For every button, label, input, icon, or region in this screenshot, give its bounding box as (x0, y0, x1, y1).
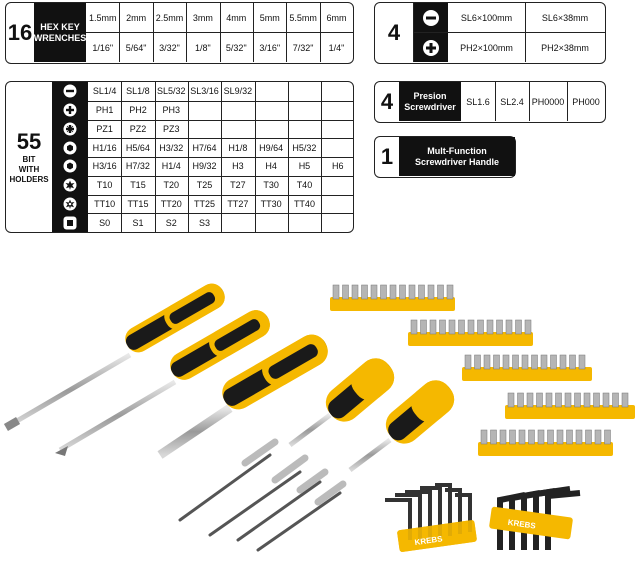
screwdriver-table (374, 2, 606, 64)
hex-title: HEX KEY WRENCHES (34, 3, 86, 62)
brand-mark-right: KREBS (507, 517, 537, 531)
bit-cell: PZ3 (162, 123, 180, 134)
bit-cell: T15 (130, 180, 146, 191)
bit-cell (288, 101, 321, 120)
bit (449, 320, 455, 334)
bit (560, 355, 566, 369)
hex-metric-cell: 5mm (259, 12, 280, 23)
bit (519, 430, 525, 444)
bit (343, 285, 349, 299)
hex-key-table (5, 2, 354, 64)
bit-cell (288, 213, 321, 232)
bit-cell (321, 101, 354, 120)
hex-metric-cell: 4mm (226, 12, 247, 23)
bit-cell: SL3/16 (190, 86, 219, 97)
bit-cell: T40 (296, 180, 313, 191)
bit (503, 355, 509, 369)
bit (428, 285, 434, 299)
bit-cell: H7/32 (125, 161, 150, 172)
bit (579, 355, 585, 369)
bit-cell: TT27 (227, 198, 249, 209)
bit-cell: T30 (263, 180, 279, 191)
bit-cell: H1/16 (92, 142, 117, 153)
hex-metric-cell: 6mm (326, 12, 347, 23)
bit (508, 393, 514, 407)
precision-cell: PH000 (572, 96, 600, 107)
bit-cell: TT40 (293, 198, 315, 209)
bit (491, 430, 497, 444)
sd-cell: SL6×38mm (541, 12, 589, 23)
bit-cell: SL9/32 (223, 86, 253, 97)
bit (484, 355, 490, 369)
bit-cell: T20 (163, 180, 179, 191)
bit (570, 355, 576, 369)
bit (557, 430, 563, 444)
bit-cell: S1 (132, 217, 144, 228)
bit (390, 285, 396, 299)
bit (522, 355, 528, 369)
bit-cell: H3 (232, 161, 244, 172)
bit (584, 393, 590, 407)
bit (447, 285, 453, 299)
bit (500, 430, 506, 444)
multi-title: Mult-Function Screwdriver Handle (399, 137, 515, 176)
sd-cell: PH2×38mm (541, 42, 589, 53)
hex-imperial-cell: 7/32" (292, 42, 314, 53)
bit-cell: PH1 (95, 105, 114, 116)
bit (510, 430, 516, 444)
bit-cell: PZ2 (129, 123, 147, 134)
bit-cell: TT30 (260, 198, 282, 209)
bit-cell: PH2 (129, 105, 147, 116)
bit-cell (221, 213, 254, 232)
bit-cell: SL1/8 (126, 86, 150, 97)
bit-holder (478, 430, 613, 456)
bit (459, 320, 465, 334)
bit-cell (321, 120, 354, 139)
bit (421, 320, 427, 334)
hex-imperial-cell: 1/16" (92, 42, 114, 53)
bit (541, 355, 547, 369)
bit-holder (330, 285, 455, 311)
multi-function-handle (160, 329, 333, 455)
bit (532, 355, 538, 369)
bit-cell: H9/32 (192, 161, 217, 172)
bit (487, 320, 493, 334)
bit-cell: H5 (298, 161, 311, 172)
bit-label (6, 82, 52, 232)
bit-cell: H7/64 (192, 142, 217, 153)
hex-icon (52, 138, 88, 157)
precision-cell: SL2.4 (500, 96, 524, 107)
bit (419, 285, 425, 299)
bit (537, 393, 543, 407)
bit-cell: TT15 (127, 198, 149, 209)
bit-cell (255, 120, 288, 139)
bit (400, 285, 406, 299)
bit (438, 285, 444, 299)
bit-count: 55 (16, 129, 42, 154)
bit (622, 393, 628, 407)
hex-metric-cell: 1.5mm (88, 12, 117, 23)
bit (440, 320, 446, 334)
bit (525, 320, 531, 334)
bit (605, 430, 611, 444)
bit (516, 320, 522, 334)
bit (381, 285, 387, 299)
bit (538, 430, 544, 444)
pozidriv-icon (52, 120, 88, 139)
bit (546, 393, 552, 407)
bit-label-2: WITH (18, 165, 40, 174)
bit-cell (255, 82, 288, 101)
bit (594, 393, 600, 407)
bit-cell: H1/8 (228, 142, 248, 153)
multi-function-box (374, 136, 516, 178)
bit (548, 430, 554, 444)
bit-cell: S2 (165, 217, 177, 228)
bit (595, 430, 601, 444)
hex-metric-cell: 2mm (126, 12, 147, 23)
bit (513, 355, 519, 369)
slotted-icon (52, 82, 88, 101)
phillips-icon (52, 101, 88, 120)
bit-cell (188, 120, 221, 139)
bit-cell: SL5/32 (156, 86, 186, 97)
bit (468, 320, 474, 334)
hex-metric-cell: 5.5mm (289, 12, 317, 23)
bit-cell (288, 82, 321, 101)
bit (506, 320, 512, 334)
bit-cell: PZ1 (96, 123, 113, 134)
bit-cell (321, 138, 354, 157)
bit-holder (462, 355, 592, 381)
bit (465, 355, 471, 369)
bit-cell: H5/64 (125, 142, 150, 153)
bit-cell: H3/16 (92, 161, 117, 172)
bit-label-1: BIT (22, 155, 36, 164)
phillips-icon (414, 33, 448, 62)
product-photo (0, 250, 640, 573)
precision-screwdrivers (180, 442, 343, 550)
bit (551, 355, 557, 369)
bit-table (5, 81, 354, 233)
bit-cell: H3/32 (159, 142, 184, 153)
hex-count: 16 (7, 19, 33, 45)
bit (556, 393, 562, 407)
square-icon (52, 213, 88, 232)
bit (371, 285, 377, 299)
bit-cell (221, 101, 254, 120)
bit-cell (321, 195, 354, 214)
slotted-icon (414, 3, 448, 32)
bit (475, 355, 481, 369)
bit-cell (321, 176, 354, 195)
precision-title: Presion Screwdriver (399, 82, 461, 121)
multi-count: 1 (380, 143, 394, 169)
bit (603, 393, 609, 407)
bit-cell: TT20 (160, 198, 182, 209)
bit (481, 430, 487, 444)
screwdriver-count: 4 (387, 19, 401, 45)
bit (613, 393, 619, 407)
hex-key-set-right (489, 489, 580, 550)
hex-imperial-cell: 1/4" (328, 42, 345, 53)
precision-cell: PH0000 (531, 96, 565, 107)
sd-cell: PH2×100mm (460, 42, 513, 53)
sd-cell: SL6×100mm (460, 12, 513, 23)
bit (497, 320, 503, 334)
bit (575, 393, 581, 407)
bit-cell: PH3 (162, 105, 180, 116)
hex-icon (52, 157, 88, 176)
bit-cell (321, 82, 354, 101)
bit-cell (288, 120, 321, 139)
bit-cell (321, 213, 354, 232)
precision-cell: SL1.6 (466, 96, 490, 107)
hex-imperial-cell: 1/8" (195, 42, 211, 53)
precision-count: 4 (380, 88, 394, 114)
bit (411, 320, 417, 334)
bit-cell: SL1/4 (92, 86, 117, 97)
bit (527, 393, 533, 407)
hex-imperial-cell: 3/16" (259, 42, 281, 53)
bit-cell: H1/4 (161, 161, 181, 172)
bit-cell: H4 (265, 161, 277, 172)
bit-cell (221, 120, 254, 139)
bit-holder (408, 320, 533, 346)
hex-metric-cell: 3mm (192, 12, 213, 23)
precision-table (374, 81, 606, 123)
bit (565, 393, 571, 407)
bit (586, 430, 592, 444)
hex-metric-cell: 2.5mm (155, 12, 184, 23)
bit (333, 285, 339, 299)
bit (362, 285, 368, 299)
bit-cell: T27 (230, 180, 246, 191)
torx-icon (52, 176, 88, 195)
bit (576, 430, 582, 444)
brand-mark-left: KREBS (414, 534, 444, 548)
bit-label-3: HOLDERS (9, 175, 49, 184)
bit-cell (188, 101, 221, 120)
bit-cell: H5/32 (292, 142, 317, 153)
hex-imperial-cell: 5/64" (125, 42, 147, 53)
bit-cell: H9/64 (259, 142, 284, 153)
bit-cell: TT25 (194, 198, 216, 209)
hex-imperial-cell: 5/32" (225, 42, 247, 53)
bit-cell: H6 (331, 161, 344, 172)
bit-cell: T10 (96, 180, 113, 191)
bit (518, 393, 524, 407)
bit (430, 320, 436, 334)
bit (352, 285, 358, 299)
bit (494, 355, 500, 369)
bit-cell: TT10 (94, 198, 116, 209)
bit-cell: T25 (196, 180, 213, 191)
bit (409, 285, 415, 299)
bit-holder (505, 393, 635, 419)
bit-cell: S3 (199, 217, 211, 228)
bit (567, 430, 573, 444)
bit-cell (255, 101, 288, 120)
bit-cell (255, 213, 288, 232)
hex-imperial-cell: 3/32" (159, 42, 180, 53)
bit-cell: S0 (99, 217, 111, 228)
bit (478, 320, 484, 334)
tamper-torx-icon (52, 195, 88, 214)
bit (529, 430, 535, 444)
